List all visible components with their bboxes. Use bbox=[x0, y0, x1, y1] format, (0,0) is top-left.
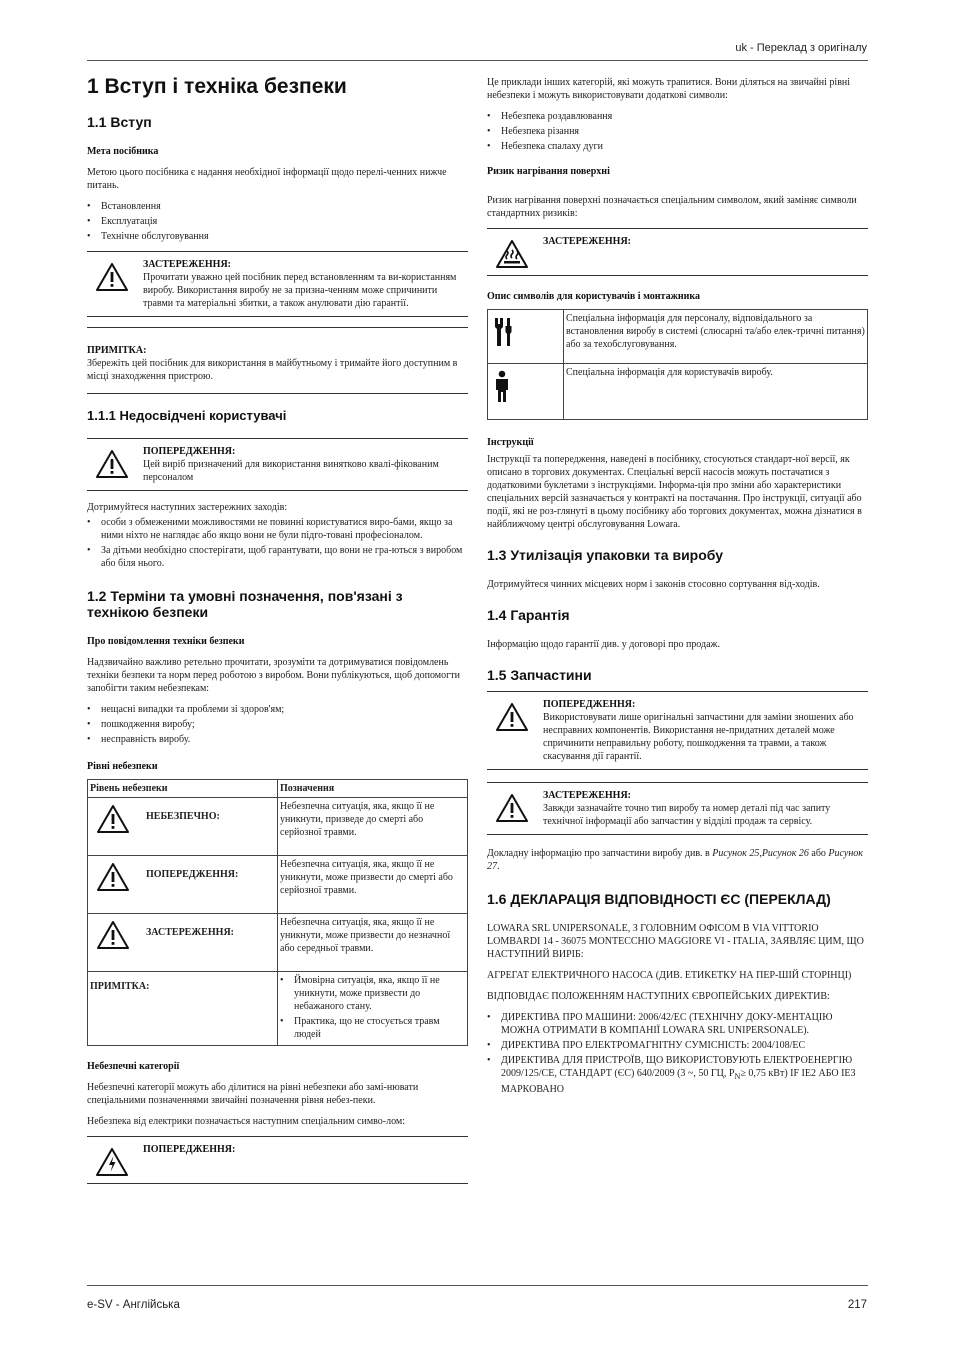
precautions-list bbox=[87, 516, 468, 570]
level-description: Небезпечна ситуація, яка, якщо її не уникнути, може призвести до незначної або середньої травми. bbox=[278, 914, 468, 972]
table-row bbox=[488, 364, 868, 420]
directives-list bbox=[487, 1011, 868, 1096]
list-item: • Небезпека роздавлювання bbox=[487, 110, 868, 123]
list-item: • нещасні випадки та проблеми зі здоров'ям; bbox=[87, 703, 468, 716]
hot-surface-caution-notice bbox=[487, 228, 868, 276]
symbols-table bbox=[487, 309, 868, 420]
instructions-text: Інструкції та попередження, наведені в посібнику, стосуються стандарт-ної версії, як описано в торгових документах. Спеціальні версії насосів можуть постачатися з додатковими буклетами з інструкціями. Інформа-ція про зміни або характеристики спеціальних версій зазначається у контракті на постачання. Про інструкції, ситуації або події, які не роз-глянуті в цьому посібнику або торгових документах, можна дізнатися в найближчому центрі обслуговування Lowara. bbox=[487, 454, 862, 530]
reference-text: Докладну інформацію про запчастини виробу див. в bbox=[487, 848, 710, 860]
caution-text: Прочитати уважно цей посібник перед встановленням та ви-користанням виробу. Використання виробу не за призна-ченням може спричинити травми та матеріальні збитки, а також анулювати дію гарантії. bbox=[143, 271, 457, 309]
hot-surface-icon bbox=[487, 235, 543, 269]
symbol-description: Спеціальна інформація для персоналу, відповідального за встановлення виробу в системі (слюсарні та/або елек-тричні питання) або за техобслуговування. bbox=[564, 310, 868, 364]
running-header: uk - Переклад з оригіналу bbox=[735, 42, 867, 54]
list-item: • особи з обмеженими можливостями не повинні користуватися виро-бами, якщо за ними ніхто не наглядає або якщо вони не були підго-товані професіоналом. bbox=[87, 516, 468, 542]
warning-triangle-icon bbox=[90, 862, 146, 892]
table-row bbox=[88, 798, 468, 856]
reference-separator: . bbox=[497, 861, 500, 873]
section-1-5-title: 1.5 Запчастини bbox=[487, 666, 592, 683]
note-title: ПРИМІТКА: bbox=[87, 344, 147, 356]
figure-link[interactable]: Рисунок 26 bbox=[761, 848, 809, 860]
spare-parts-caution-notice bbox=[487, 782, 868, 835]
section-1-3-title: 1.3 Утилізація упаковки та виробу bbox=[487, 547, 724, 563]
note-level-list bbox=[280, 974, 465, 1041]
other-categories-list bbox=[487, 110, 868, 153]
warning-triangle-icon bbox=[87, 445, 143, 484]
page-number: 217 bbox=[847, 1299, 867, 1311]
symbols-heading: Опис символів для користувачів і монтажника bbox=[487, 291, 700, 302]
table-row bbox=[88, 972, 468, 1046]
footer-document-name: e-SV - Англійська bbox=[87, 1299, 180, 1311]
warning-triangle-icon bbox=[487, 698, 543, 763]
instructions-heading: Інструкції bbox=[487, 437, 534, 448]
figure-link[interactable]: Рисунок 25 bbox=[712, 848, 760, 860]
table-row bbox=[88, 856, 468, 914]
disposal-text: Дотримуйтеся чинних місцевих норм і законів стосовно сортування від-ходів. bbox=[487, 578, 820, 590]
caution-title: ЗАСТЕРЕЖЕННЯ: bbox=[543, 236, 632, 247]
level-name: ЗАСТЕРЕЖЕННЯ: bbox=[146, 927, 235, 939]
level-name: ПРИМІТКА: bbox=[90, 981, 150, 993]
level-description: Небезпечна ситуація, яка, якщо її не уникнути, призведе до смерті або серйозної травми. bbox=[278, 798, 468, 856]
electric-warning-notice bbox=[87, 1136, 468, 1184]
caution-notice bbox=[87, 251, 468, 317]
note-text: Збережіть цей посібник для використання в майбутньому і тримайте його доступним в місці знаходження пристрою. bbox=[87, 357, 458, 382]
list-item: • несправність виробу. bbox=[87, 733, 468, 746]
hazard-categories-text: Небезпечні категорії можуть або ділитися на рівні небезпеки або замі-нювати спеціальними позначеннями звичайні позначення рівня небез-пеки. bbox=[87, 1082, 419, 1107]
list-item: • Небезпека різання bbox=[487, 125, 868, 138]
user-icon bbox=[492, 370, 559, 404]
list-item: • Експлуатація bbox=[87, 215, 468, 228]
warning-triangle-icon bbox=[90, 804, 146, 834]
purpose-list bbox=[87, 200, 468, 243]
table-row bbox=[88, 914, 468, 972]
header-rule bbox=[87, 60, 868, 61]
caution-text: Завжди зазначайте точно тип виробу та номер деталі під час запиту технічної інформації або запчастин у відділі продаж та сервісу. bbox=[543, 803, 831, 828]
declaration-text: ВІДПОВІДАЄ ПОЛОЖЕННЯМ НАСТУПНИХ ЄВРОПЕЙСЬКИХ ДИРЕКТИВ: bbox=[487, 991, 830, 1003]
warning-triangle-icon bbox=[90, 920, 146, 950]
hazards-list bbox=[87, 703, 468, 746]
reference-text: або bbox=[811, 848, 826, 860]
warning-text: Використовувати лише оригінальні запчастини для заміни зношених або несправних компонентів. Використання не-придатних деталей може спричинити неправильну роботу, пошкодження та травми, а також скасування дії гарантії. bbox=[543, 712, 854, 763]
footer-rule bbox=[87, 1285, 868, 1286]
purpose-heading: Мета посібника bbox=[87, 145, 159, 157]
table-header: Позначення bbox=[278, 780, 468, 798]
right-column bbox=[487, 76, 868, 1104]
directive-text: ≥ 0,75 кВт) IF IE2 АБО IE3 МАРКОВАНО bbox=[501, 1068, 856, 1095]
hazard-levels-table bbox=[87, 779, 468, 1046]
safety-messages-heading: Про повідомлення техніки безпеки bbox=[87, 636, 245, 648]
level-description: Небезпечна ситуація, яка, якщо її не уникнути, може призвести до смерті або серйозної травми. bbox=[278, 856, 468, 914]
spare-parts-reference bbox=[487, 847, 868, 873]
table-header: Рівень небезпеки bbox=[88, 780, 278, 798]
directive-text: ДИРЕКТИВА ДЛЯ ПРИСТРОЇВ, ЩО ВИКОРИСТОВУЮТЬ ЕЛЕКТРОЕНЕРГІЮ 2009/125/CE, СТАНДАРТ (ЄС) 640/2009 (3 ~, 50 ГЦ, P bbox=[501, 1055, 853, 1080]
warning-text: Цей виріб призначений для використання винятково квалі-фікованим персоналом bbox=[143, 458, 439, 483]
list-item bbox=[487, 1054, 868, 1096]
chapter-title: 1 Вступ і техніка безпеки bbox=[87, 75, 347, 98]
declaration-text: LOWARA SRL UNIPERSONALE, З ГОЛОВНИМ ОФІСОМ В VIA VITTORIO LOMBARDI 14 - 36075 MONTECCHIO MAGGIORE VI - ITALIA, ЗАЯВЛЯЄ ЦИМ, ЩО НАСТУПНИЙ ВИРІБ: bbox=[487, 923, 864, 961]
warning-notice bbox=[87, 438, 468, 491]
table-row bbox=[488, 310, 868, 364]
level-name: НЕБЕЗПЕЧНО: bbox=[146, 811, 220, 823]
note-notice bbox=[87, 327, 468, 394]
warning-title: ПОПЕРЕДЖЕННЯ: bbox=[543, 699, 636, 711]
symbol-description: Спеціальна інформація для користувачів виробу. bbox=[564, 364, 868, 420]
caution-title: ЗАСТЕРЕЖЕННЯ: bbox=[143, 258, 232, 270]
list-item: • Ймовірна ситуація, яка, якщо її не уникнути, може призвести до небажаного стану. bbox=[280, 974, 465, 1013]
warning-triangle-icon bbox=[87, 258, 143, 310]
warning-title: ПОПЕРЕДЖЕННЯ: bbox=[143, 1144, 236, 1156]
directive-subscript: N bbox=[734, 1072, 741, 1082]
list-item: • ДИРЕКТИВА ПРО МАШИНИ: 2006/42/ЕС (ТЕХНІЧНУ ДОКУ-МЕНТАЦІЮ МОЖНА ОТРИМАТИ В КОМПАНІЇ LOWARA SRL UNIPERSONALE). bbox=[487, 1011, 868, 1037]
precautions-intro: Дотримуйтеся наступних застережних заходів: bbox=[87, 501, 288, 513]
section-1-4-title: 1.4 Гарантія bbox=[487, 606, 570, 623]
caution-title: ЗАСТЕРЕЖЕННЯ: bbox=[543, 790, 632, 802]
warning-title: ПОПЕРЕДЖЕННЯ: bbox=[143, 445, 236, 457]
level-name: ПОПЕРЕДЖЕННЯ: bbox=[146, 869, 239, 881]
list-item: • Встановлення bbox=[87, 200, 468, 213]
hot-surface-heading: Ризик нагрівання поверхні bbox=[487, 166, 610, 177]
list-item: • пошкодження виробу; bbox=[87, 718, 468, 731]
section-1-1-1-title: 1.1.1 Недосвідчені користувачі bbox=[87, 407, 287, 423]
list-item: • За дітьми необхідно спостерігати, щоб гарантувати, що вони не гра-ються з виробом або біля нього. bbox=[87, 544, 468, 570]
warranty-text: Інформацію щодо гарантії див. у договорі про продаж. bbox=[487, 638, 720, 650]
hazard-levels-heading: Рівні небезпеки bbox=[87, 761, 158, 773]
hazard-categories-heading: Небезпечні категорії bbox=[87, 1061, 180, 1073]
spare-parts-warning-notice bbox=[487, 691, 868, 770]
hot-surface-text: Ризик нагрівання поверхні позначається спеціальним символом, який заміняє символи стандартних ризиків: bbox=[487, 195, 857, 219]
declaration-text: АГРЕГАТ ЕЛЕКТРИЧНОГО НАСОСА (ДИВ. ЕТИКЕТКУ НА ПЕР-ШІЙ СТОРІНЦІ) bbox=[487, 970, 852, 982]
warning-triangle-icon bbox=[487, 789, 543, 828]
list-item: • Практика, що не стосується травм людей bbox=[280, 1015, 465, 1041]
left-column bbox=[87, 74, 468, 1194]
reference-separator: , bbox=[759, 848, 762, 860]
electric-hazard-text: Небезпека від електрики позначається наступним спеціальним симво-лом: bbox=[87, 1116, 406, 1128]
safety-messages-text: Надзвичайно важливо ретельно прочитати, зрозуміти та дотримуватися повідомлень техніки безпеки та норм перед роботою з виробом. Вони публікуються, щоб допомогти запобігти таким небезпекам: bbox=[87, 657, 460, 695]
purpose-text: Метою цього посібника є надання необхідної інформації щодо перелі-ченних нижче питань. bbox=[87, 166, 447, 191]
section-1-6-title: 1.6 ДЕКЛАРАЦІЯ ВІДПОВІДНОСТІ ЄС (ПЕРЕКЛАД) bbox=[487, 891, 831, 908]
electric-hazard-icon bbox=[87, 1143, 143, 1177]
other-categories-text: Це приклади інших категорій, які можуть трапитися. Вони діляться на звичайні рівні небезпеки і можуть використовувати додаткові символи: bbox=[487, 77, 851, 101]
section-1-2-title: 1.2 Терміни та умовні позначення, пов'язані з технікою безпеки bbox=[87, 587, 403, 621]
list-item: • Небезпека спалаху дуги bbox=[487, 140, 868, 153]
list-item: • ДИРЕКТИВА ПРО ЕЛЕКТРОМАГНІТНУ СУМІСНІСТЬ: 2004/108/ЕС bbox=[487, 1039, 868, 1052]
section-1-1-title: 1.1 Вступ bbox=[87, 114, 152, 131]
list-item: • Технічне обслуговування bbox=[87, 230, 468, 243]
tools-icon bbox=[492, 316, 559, 348]
figure-link[interactable]: Рисунок 27 bbox=[487, 848, 863, 873]
